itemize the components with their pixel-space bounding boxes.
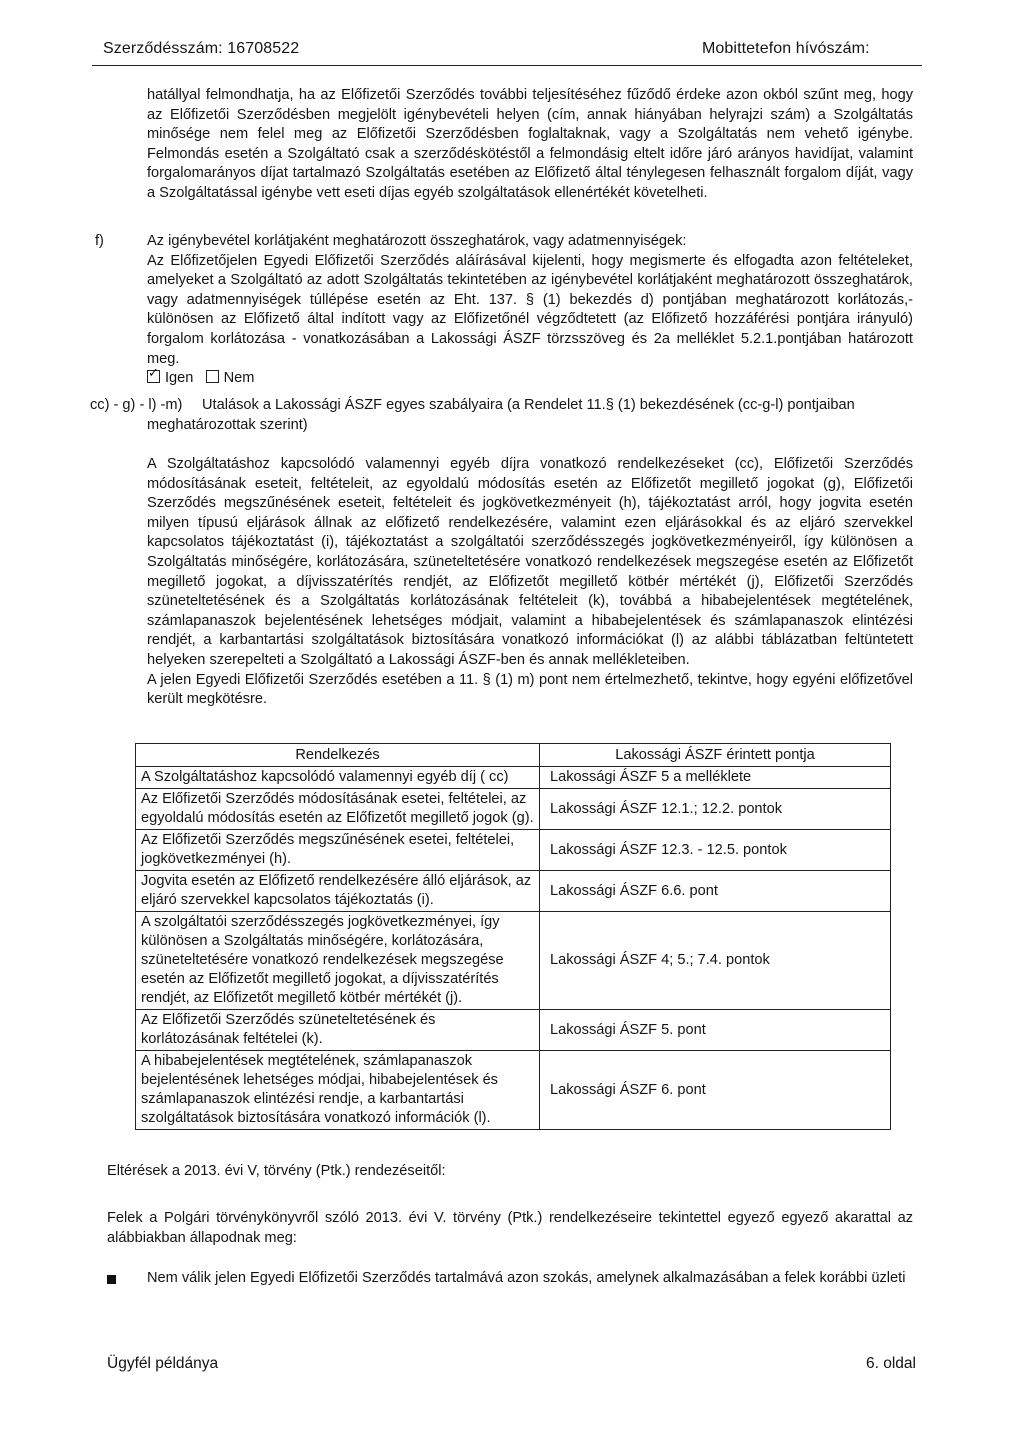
section-f-options [147, 369, 913, 389]
section-f-heading: Az igénybevétel korlátjaként meghatározott összeghatárok, vagy adatmennyiségek: [147, 233, 687, 249]
table-cell: Lakossági ÁSZF 12.3. - 12.5. pontok [540, 830, 891, 871]
section-cc-body: A Szolgáltatáshoz kapcsolódó valamennyi egyéb díjra vonatkozó rendelkezéseket (cc), Előfizetői Szerződés módosításának eseteit, feltételeit, az egyoldalú módosítás esetén az Előfizetőt megillető jogokat (g), Előfizetői Szerződés megszűnésének eseteit, feltételeit és jogkövetkezményeit (h), tájékoztatást arról, hogy jogvita esetén milyen típusú eljárások állnak az előfizető rendelkezésére, valamint ezen eljárásokkal és az eljáró szervekkel kapcsolatos tájékoztatást (i), tájékoztatást a szolgáltatói szerződésszegés jogkövetkezményeiről, így különösen a Szolgáltatás minőségére, korlátozására, szüneteltetésére vonatkozó rendelkezések megszegése esetén az Előfizetőt megillető jogokat, a díjvisszatérítés rendjét, az Előfizetőt megillető kötbér mértékét (j), Előfizetői Szerződés szüneteltetésének és a Szolgáltatás korlátozásának feltételeit (k), továbbá a hibabejelentések megtételének, számlapanaszok bejelentésének lehetséges módjait, valamint a hibabejelentések és számlapanaszok elintézési rendjét, a karbantartási szolgáltatások biztosítására vonatkozó információkat (l) az alábbi táblázatban feltüntetett helyeken szerepelteti a Szolgáltató a Lakossági ÁSZF-ben és annak mellékleteiben. [147, 456, 913, 668]
header-rule [92, 65, 922, 66]
table-cell: Az Előfizetői Szerződés szüneteltetésének és korlátozásának feltételei (k). [136, 1010, 540, 1051]
table-cell: A hibabejelentések megtételének, számlapanaszok bejelentésének lehetséges módjai, hibabejelentések és számlapanaszok elintézési rendje, a karbantartási szolgáltatások biztosítására vonatkozó információk (l). [136, 1051, 540, 1130]
table-row [136, 1010, 891, 1051]
table-cell: Lakossági ÁSZF 5 a melléklete [540, 767, 891, 789]
option-yes-label: Igen [165, 370, 194, 387]
footer-page-number: 6. oldal [866, 1355, 916, 1372]
table-cell: Az Előfizetői Szerződés módosításának esetei, feltételei, az egyoldalú módosítás esetén az Előfizetőt megillető jogok (g). [136, 789, 540, 830]
table-cell: Lakossági ÁSZF 12.1.; 12.2. pontok [540, 789, 891, 830]
contract-number: Szerződésszám: 16708522 [103, 40, 300, 57]
ptk-bullet-text: Nem válik jelen Egyedi Előfizetői Szerződés tartalmává azon szokás, amelynek alkalmazásában a felek korábbi üzleti [147, 1270, 906, 1286]
section-cc-heading-line1: Utalások a Lakossági ÁSZF egyes szabályaira (a Rendelet 11.§ (1) bekezdésének (cc-g-l) pontjaiban [202, 397, 855, 413]
checkbox-no-empty-icon[interactable] [206, 370, 219, 383]
table-header-cell: Lakossági ÁSZF érintett pontja [540, 744, 891, 767]
ptk-body: Felek a Polgári törvénykönyvről szóló 2013. évi V. törvény (Ptk.) rendelkezéseire tekintettel egyező egyező akarattal az alábbiakban állapodnak meg: [107, 1210, 913, 1246]
table-cell: A Szolgáltatáshoz kapcsolódó valamennyi egyéb díj ( cc) [136, 767, 540, 789]
table-row [136, 871, 891, 912]
section-cc-block [147, 455, 913, 710]
aszf-reference-table [135, 743, 891, 1130]
table-cell: Lakossági ÁSZF 4; 5.; 7.4. pontok [540, 912, 891, 1010]
table-cell: Lakossági ÁSZF 5. pont [540, 1010, 891, 1051]
section-f-body: Az Előfizetőjelen Egyedi Előfizetői Szerződés aláírásával kijelenti, hogy megismerte és elfogadta azon feltételeket, amelyeket a Szolgáltató az adott Szolgáltatás tekintetében az igénybevétel korlátjaként meghatározott összeghatárok, vagy adatmennyiségek túllépése esetén az Eht. 137. § (1) bekezdés d) pontjában meghatározott korlátozás,-különösen az Előfizető által indított vagy az Előfizetőnél végződtetett (az Előfizető hozzáférési pontjára irányuló) forgalom korlátozása - vonatkozásában a Lakossági ÁSZF törzsszöveg és 2a melléklet 5.2.1.pontjában határozott meg. [147, 252, 913, 367]
table-row [136, 767, 891, 789]
table-cell: Az Előfizetői Szerződés megszűnésének esetei, feltételei, jogkövetkezményei (h). [136, 830, 540, 871]
option-no-label: Nem [223, 370, 255, 387]
section-cc-heading-line2: meghatározottak szerint) [147, 417, 308, 433]
table-header-row [136, 744, 891, 767]
table-cell: A szolgáltatói szerződésszegés jogkövetkezményei, így különösen a Szolgáltatás minőségére, korlátozására, szüneteltetésére vonatkozó rendelkezések megszegése esetén az Előfizetőt megillető jogokat, a díjvisszatérítés rendjét, az Előfizetőt megillető kötbér mértékét (j). [136, 912, 540, 1010]
footer-copy-label: Ügyfél példánya [107, 1355, 219, 1372]
bullet-icon [107, 1275, 116, 1284]
table-row [136, 1051, 891, 1130]
mobile-number-label: Mobittetefon hívószám: [702, 40, 870, 57]
table-cell: Lakossági ÁSZF 6.6. pont [540, 871, 891, 912]
intro-paragraph: hatállyal felmondhatja, ha az Előfizetői Szerződés további teljesítéséhez fűződő érdeke azon okból szűnt meg, hogy az Előfizetői Szerződésben megjelölt igénybevételi helyen (cím, annak hiányában helyrajzi szám) a Szolgáltatás minősége nem felel meg az Előfizetői Szerződésben foglaltaknak, vagy a Szolgáltatás nem vehető igénybe. Felmondás esetén a Szolgáltató csak a szerződéskötéstől a felmondásig eltelt időre járó arányos havidíjat, valamint forgalomarányos díjat tartalmazó Szolgáltatás esetében az Előfizető által ténylegesen felhasznált forgalom díját, vagy a Szolgáltatással igénybe vett eseti díjas egyéb szolgáltatások ellenértékét követelheti. [147, 87, 913, 201]
section-f-block [147, 232, 913, 389]
table-row [136, 912, 891, 1010]
ptk-heading: Eltérések a 2013. évi V, törvény (Ptk.) rendezéseitől: [107, 1163, 446, 1179]
section-cc-label: cc) - g) - l) -m) [90, 397, 183, 413]
table-header-cell: Rendelkezés [136, 744, 540, 767]
section-f-label: f) [95, 233, 104, 249]
table-row [136, 789, 891, 830]
checkbox-yes-checked-icon[interactable] [147, 370, 160, 383]
table-row [136, 830, 891, 871]
table-cell: Lakossági ÁSZF 6. pont [540, 1051, 891, 1130]
table-cell: Jogvita esetén az Előfizető rendelkezésére álló eljárások, az eljáró szervekkel kapcsolatos tájékoztatás (i). [136, 871, 540, 912]
section-cc-note: A jelen Egyedi Előfizetői Szerződés esetében a 11. § (1) m) pont nem értelmezhető, tekintve, hogy egyéni előfizetővel került megkötésre. [147, 671, 913, 708]
